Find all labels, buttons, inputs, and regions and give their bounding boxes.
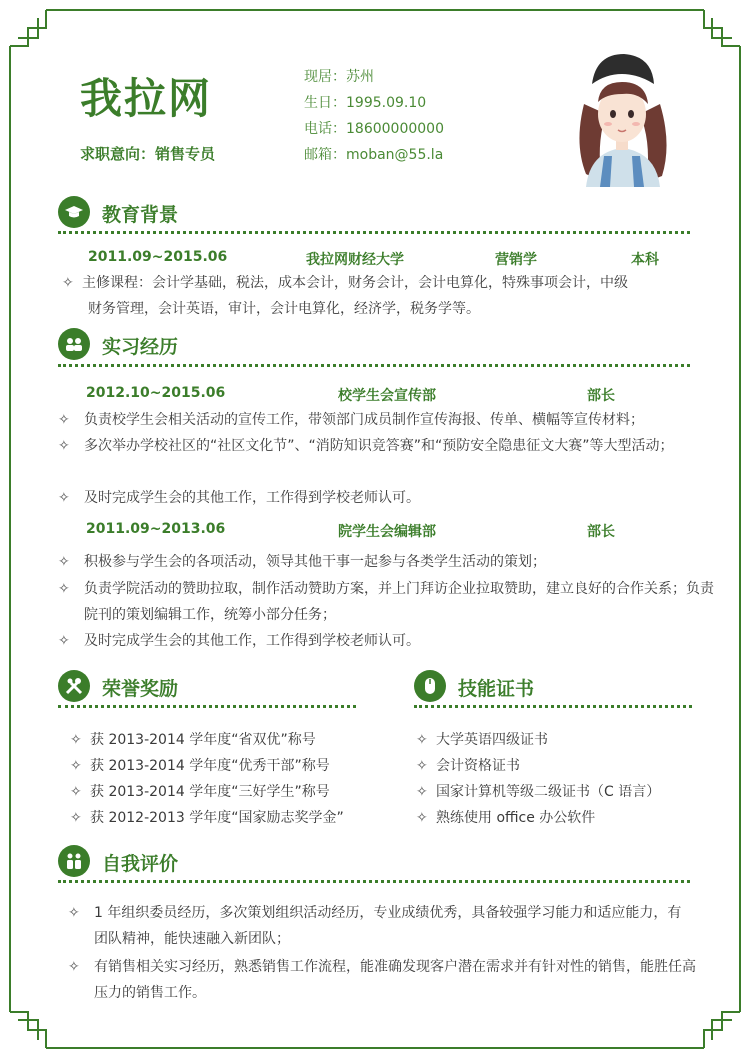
team-icon bbox=[58, 328, 90, 360]
bullet-icon: ✧ bbox=[70, 758, 82, 774]
people-icon bbox=[58, 845, 90, 877]
list-item: ✧ 负责校学生会相关活动的宣传工作，带领部门成员制作宣传海报、传单、横幅等宣传材料； bbox=[58, 407, 724, 433]
job-role: 部长 bbox=[587, 388, 615, 404]
mouse-icon bbox=[414, 670, 446, 702]
bullet-icon: ✧ bbox=[70, 810, 82, 826]
bullet-icon: ✧ bbox=[58, 438, 70, 454]
phone: 电话：18600000000 bbox=[304, 121, 444, 137]
skills-list bbox=[416, 727, 716, 831]
section-title: 教育背景 bbox=[102, 204, 179, 226]
section-divider bbox=[58, 705, 356, 708]
bullet-icon: ✧ bbox=[70, 784, 82, 800]
list-item: ✧ 多次举办学校社区的“社区文化节”、“消防知识竞答赛”和“预防安全隐患征文大赛”等大型活动； bbox=[58, 433, 724, 459]
edu-degree: 本科 bbox=[631, 252, 659, 268]
email: 邮箱：moban@55.la bbox=[304, 147, 444, 163]
list-item: ✧ 有销售相关实习经历，熟悉销售工作流程，能准确发现客户潜在需求并有针对性的销售，能胜任高压力的销售工作。 bbox=[68, 954, 704, 1006]
bullet-icon: ✧ bbox=[68, 959, 80, 975]
section-title: 荣誉奖励 bbox=[102, 678, 179, 700]
courses-line-1: 主修课程：会计学基础，税法，成本会计，财务会计，会计电算化，特殊事项会计，中级 bbox=[82, 275, 628, 291]
bullet-icon: ✧ bbox=[416, 732, 428, 748]
bullet-icon: ✧ bbox=[416, 758, 428, 774]
section-title: 自我评价 bbox=[102, 853, 179, 875]
graduation-cap-icon bbox=[58, 196, 90, 228]
birthday: 生日：1995.09.10 bbox=[304, 95, 427, 111]
courses-line-2: 财务管理，会计英语，审计，会计电算化，经济学，税务学等。 bbox=[88, 301, 480, 317]
edu-major: 营销学 bbox=[495, 252, 537, 268]
bullet-icon: ✧ bbox=[62, 275, 74, 291]
bullet-icon: ✧ bbox=[416, 810, 428, 826]
list-item: ✧ 及时完成学生会的其他工作，工作得到学校老师认可。 bbox=[58, 485, 724, 511]
list-item: ✧ 负责学院活动的赞助拉取，制作活动赞助方案，并上门拜访企业拉取赞助，建立良好的合作关系；负责院刊的策划编辑工作，统筹小部分任务； bbox=[58, 576, 724, 628]
list-item: ✧ 获 2013-2014 学年度“三好学生”称号 bbox=[70, 779, 370, 805]
list-item: ✧ 获 2012-2013 学年度“国家励志奖学金” bbox=[70, 805, 370, 831]
bullet-icon: ✧ bbox=[58, 633, 70, 649]
bullet-icon: ✧ bbox=[58, 490, 70, 506]
edu-school: 我拉网财经大学 bbox=[306, 252, 404, 268]
job-org: 校学生会宣传部 bbox=[338, 388, 436, 404]
residence: 现居：苏州 bbox=[304, 69, 374, 85]
list-item: ✧ 会计资格证书 bbox=[416, 753, 716, 779]
honors-list bbox=[70, 727, 370, 831]
list-item: ✧ 1 年组织委员经历，多次策划组织活动经历，专业成绩优秀，具备较强学习能力和适应能力，有团队精神，能快速融入新团队； bbox=[68, 900, 694, 952]
list-item: ✧ 国家计算机等级二级证书（C 语言） bbox=[416, 779, 716, 805]
job-period: 2011.09~2013.06 bbox=[86, 521, 226, 537]
edu-courses bbox=[62, 270, 702, 322]
bullet-icon: ✧ bbox=[58, 554, 70, 570]
section-title: 实习经历 bbox=[102, 336, 179, 358]
list-item: ✧ 获 2013-2014 学年度“优秀干部”称号 bbox=[70, 753, 370, 779]
section-title: 技能证书 bbox=[458, 678, 535, 700]
section-divider bbox=[58, 880, 690, 883]
bullet-icon: ✧ bbox=[70, 732, 82, 748]
section-divider bbox=[414, 705, 692, 708]
list-item: ✧ 获 2013-2014 学年度“省双优”称号 bbox=[70, 727, 370, 753]
candidate-name: 我拉网 bbox=[80, 74, 213, 123]
list-item: ✧ 大学英语四级证书 bbox=[416, 727, 716, 753]
bullet-icon: ✧ bbox=[58, 412, 70, 428]
section-divider bbox=[58, 364, 690, 367]
job-org: 院学生会编辑部 bbox=[338, 524, 436, 540]
bullet-icon: ✧ bbox=[58, 581, 70, 597]
list-item: ✧ 熟练使用 office 办公软件 bbox=[416, 805, 716, 831]
job-role: 部长 bbox=[587, 524, 615, 540]
avatar-portrait bbox=[566, 44, 678, 187]
job-period: 2012.10~2015.06 bbox=[86, 385, 226, 401]
job-intent: 求职意向：销售专员 bbox=[80, 145, 216, 163]
contact-info bbox=[304, 64, 444, 168]
section-divider bbox=[58, 231, 690, 234]
bullet-icon: ✧ bbox=[416, 784, 428, 800]
list-item: ✧ 积极参与学生会的各项活动，领导其他干事一起参与各类学生活动的策划； bbox=[58, 549, 724, 575]
tools-icon bbox=[58, 670, 90, 702]
list-item: ✧ 及时完成学生会的其他工作，工作得到学校老师认可。 bbox=[58, 628, 724, 654]
bullet-icon: ✧ bbox=[68, 905, 80, 921]
edu-period: 2011.09~2015.06 bbox=[88, 249, 228, 265]
